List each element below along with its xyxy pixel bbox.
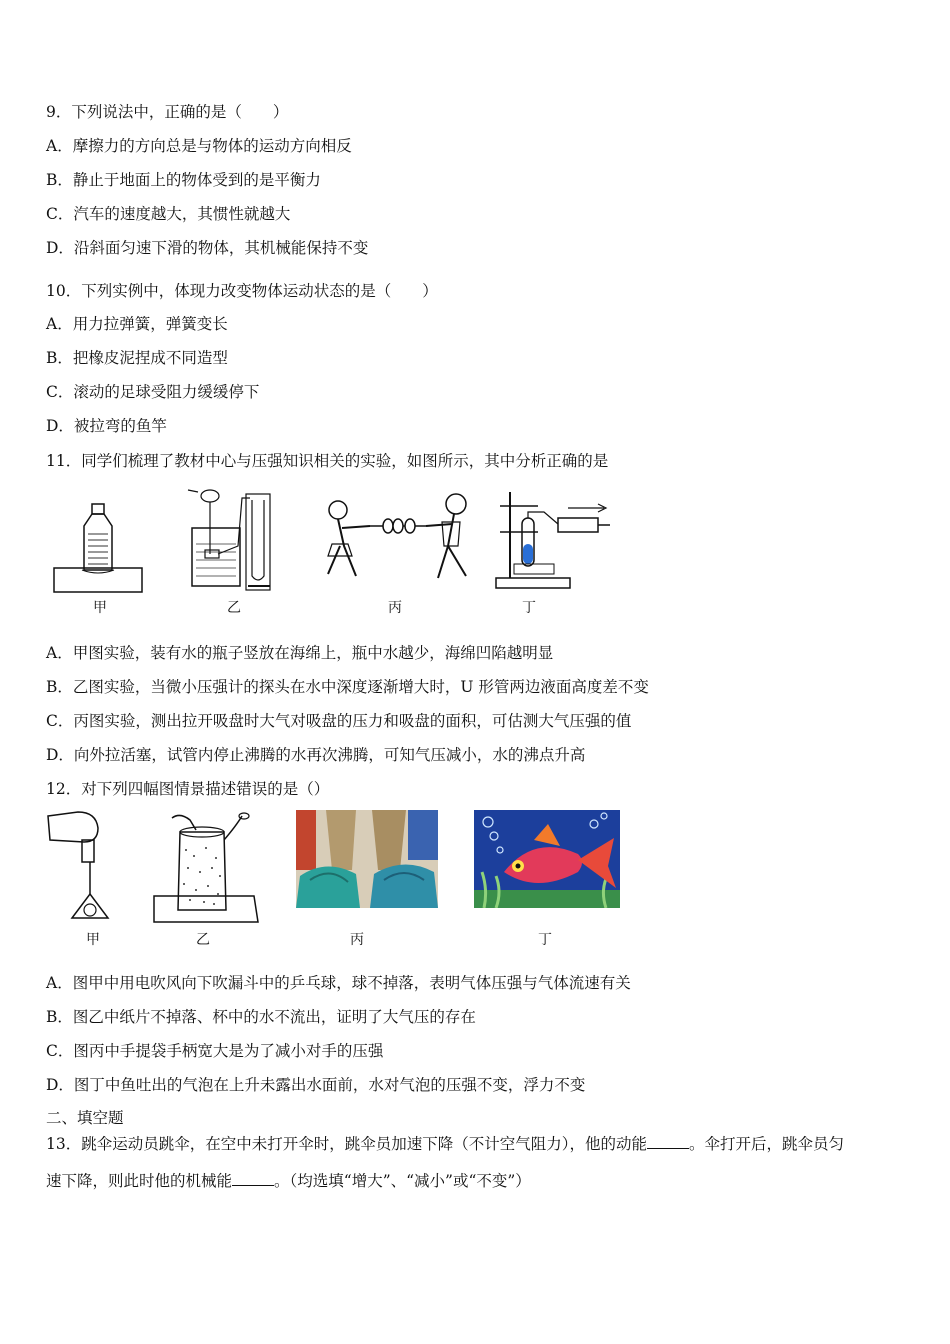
q9-option-d: D．沿斜面匀速下滑的物体，其机械能保持不变	[46, 239, 369, 257]
q13-line-1	[46, 1134, 844, 1154]
q11-figure-suction-cups-pull	[318, 486, 482, 592]
q11-stem: 11．同学们梳理了教材中心与压强知识相关的实验，如图所示，其中分析正确的是	[46, 452, 609, 470]
q11-figure-test-tube-syringe	[492, 486, 616, 592]
q11-option-b: B．乙图实验，当微小压强计的探头在水中深度逐渐增大时，U 形管两边液面高度差不变	[46, 678, 649, 696]
q12-figure-fish-bubbles	[474, 810, 620, 908]
q12-figure-cup-paper	[150, 810, 262, 926]
q13-text-3: 速下降，则此时他的机械能	[46, 1172, 233, 1190]
q9-option-a: A．摩擦力的方向总是与物体的运动方向相反	[46, 137, 352, 155]
q13-text-4: 。（均选填“增大”、“减小”或“不变”）	[274, 1172, 531, 1190]
q12-figure-hair-dryer-funnel	[44, 810, 120, 926]
q10-option-c: C．滚动的足球受阻力缓缓停下	[46, 383, 260, 401]
q12-figure-shopping-bags	[296, 810, 438, 908]
q12-option-b: B．图乙中纸片不掉落、杯中的水不流出，证明了大气压的存在	[46, 1008, 476, 1026]
q11-caption-bing: 丙	[388, 600, 402, 616]
q11-option-a: A．甲图实验，装有水的瓶子竖放在海绵上，瓶中水越少，海绵凹陷越明显	[46, 644, 554, 662]
q12-option-a: A．图甲中用电吹风向下吹漏斗中的乒乓球，球不掉落，表明气体压强与气体流速有关	[46, 974, 631, 992]
q12-stem: 12．对下列四幅图情景描述错误的是（）	[46, 780, 330, 798]
q12-caption-yi: 乙	[196, 932, 210, 948]
q11-option-c: C．丙图实验，测出拉开吸盘时大气对吸盘的压力和吸盘的面积，可估测大气压强的值	[46, 712, 632, 730]
q10-option-d: D．被拉弯的鱼竿	[46, 417, 167, 435]
q10-option-a: A．用力拉弹簧，弹簧变长	[46, 315, 228, 333]
q10-option-b: B．把橡皮泥捏成不同造型	[46, 349, 228, 367]
q13-text-2: 。伞打开后，跳伞员匀	[688, 1135, 844, 1153]
q11-figure-pressure-gauge	[178, 486, 282, 594]
q9-option-c: C．汽车的速度越大，其惯性就越大	[46, 205, 291, 223]
q12-option-c: C．图丙中手提袋手柄宽大是为了减小对手的压强	[46, 1042, 384, 1060]
q13-blank-2	[232, 1171, 274, 1186]
q12-caption-bing: 丙	[350, 932, 364, 948]
q12-option-d: D．图丁中鱼吐出的气泡在上升未露出水面前，水对气泡的压强不变，浮力不变	[46, 1076, 586, 1094]
q13-text-1: 13．跳伞运动员跳伞，在空中未打开伞时，跳伞员加速下降（不计空气阻力），他的动能	[46, 1135, 647, 1153]
section-title-fill-in: 二、填空题	[46, 1109, 124, 1127]
q10-stem: 10．下列实例中，体现力改变物体运动状态的是（ ）	[46, 282, 438, 300]
q9-stem: 9．下列说法中，正确的是（ ）	[46, 103, 289, 121]
q11-caption-ding: 丁	[522, 600, 536, 616]
q13-blank-1	[647, 1134, 689, 1149]
q11-caption-jia: 甲	[93, 600, 107, 616]
q13-line-2	[46, 1171, 531, 1191]
q12-caption-jia: 甲	[86, 932, 100, 948]
q9-option-b: B．静止于地面上的物体受到的是平衡力	[46, 171, 321, 189]
q11-option-d: D．向外拉活塞，试管内停止沸腾的水再次沸腾，可知气压减小，水的沸点升高	[46, 746, 586, 764]
q11-caption-yi: 乙	[227, 600, 241, 616]
q12-caption-ding: 丁	[538, 932, 552, 948]
q11-figure-bottle-on-sponge	[52, 500, 146, 596]
